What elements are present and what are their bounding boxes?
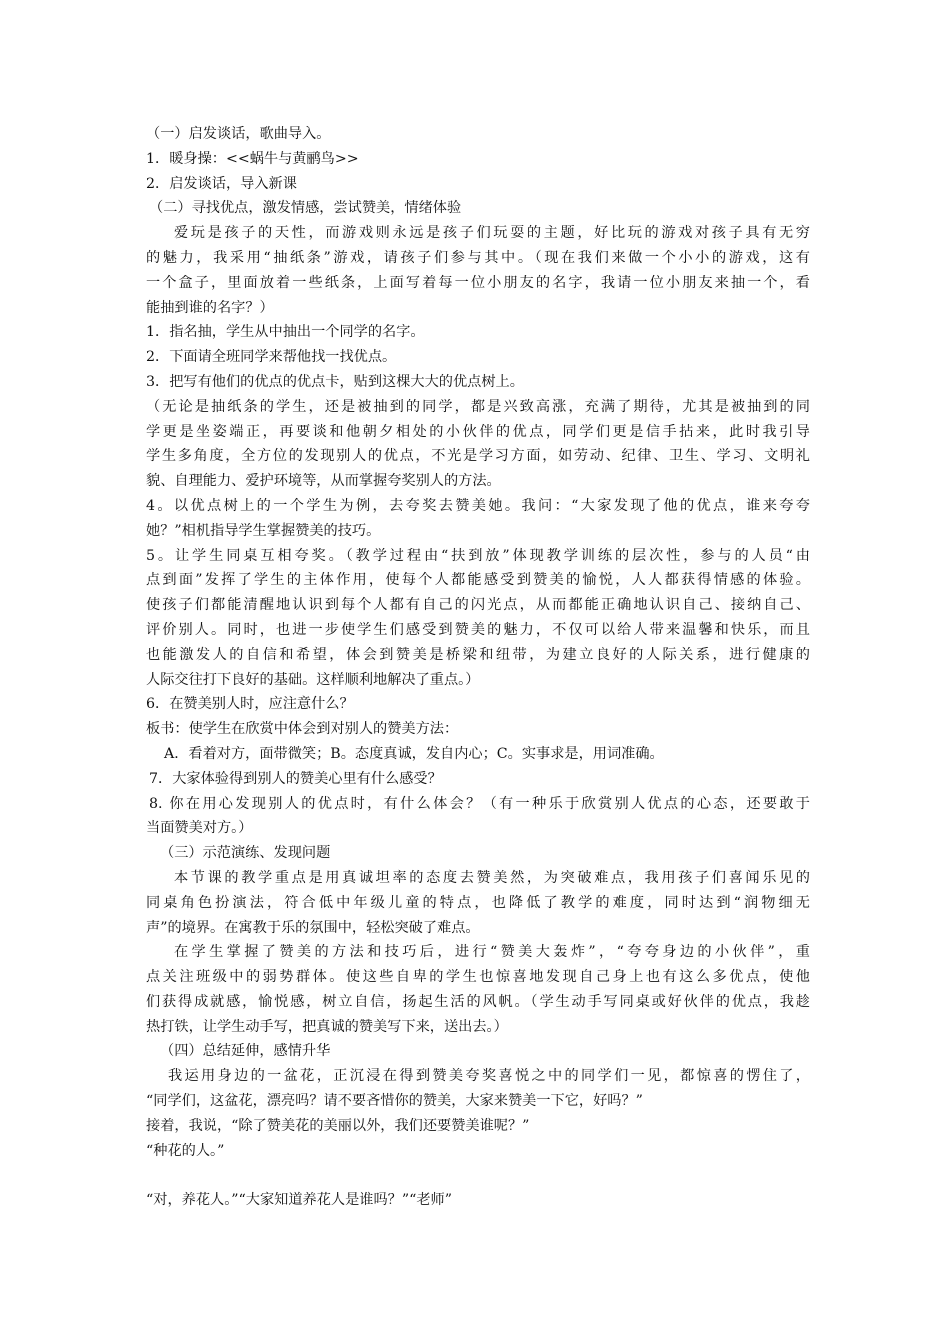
paragraph-line: 当面赞美对方。） [146,820,253,837]
section-heading-3: （三）示范演练、发现问题 [160,845,331,862]
board-writing-line: 板书：使学生在欣赏中体会到对别人的赞美方法： [146,721,459,738]
board-writing-points: A．看着对方，面带微笑；B。态度真诚，发自内心；C。实事求是，用词准确。 [164,745,664,762]
section-heading-1: （一）启发谈话，歌曲导入。 [146,126,331,142]
list-item: 2．下面请全班同学来帮他找一找优点。 [146,349,397,366]
paragraph-line: （无论是抽纸条的学生，还是被抽到的同学，都是兴致高涨，充满了期待，尤其是被抽到的同 [146,398,810,415]
list-item: 1．指名抽，学生从中抽出一个同学的名字。 [146,324,425,341]
paragraph-line: 点关注班级中的弱势群体。使这些自卑的学生也惊喜地发现自己身上也有这么多优点，使他 [146,969,810,986]
section-heading-4: （四）总结延伸，感情升华 [160,1043,331,1060]
paragraph-line: 她？”相机指导学生掌握赞美的技巧。 [146,522,381,539]
paragraph-line: 人际交往打下良好的基础。这样顺利地解决了重点。） [146,671,480,688]
dialogue-line: “种花的人。” [146,1142,225,1159]
dialogue-line: “同学们，这盆花，漂亮吗？请不要吝惜你的赞美，大家来赞美一下它，好吗？” [146,1093,643,1110]
dialogue-line: 接着，我说，“除了赞美花的美丽以外，我们还要赞美谁呢？” [146,1117,530,1134]
list-item: 5。让学生同桌互相夸奖。（教学过程由“扶到放”体现教学训练的层次性，参与的人员“由 [146,547,810,564]
list-item: 4。以优点树上的一个学生为例，去夸奖去赞美她。我问：“大家发现了他的优点，谁来夸夸 [146,497,810,514]
paragraph-line: 热打铁，让学生动手写，把真诚的赞美写下来，送出去。） [146,1018,508,1035]
document-page [146,122,810,1213]
paragraph-line: 能抽到谁的名字？） [146,299,274,316]
paragraph-line: 在学生掌握了赞美的方法和技巧后，进行“赞美大轰炸”，“夸夸身边的小伙伴”，重 [174,944,810,961]
paragraph-line: 本节课的教学重点是用真诚坦率的态度去赞美然，为突破难点，我用孩子们喜闻乐见的 [174,869,810,886]
paragraph-line: 同桌角色扮演法，符合低中年级儿童的特点，也降低了教学的难度，同时达到“润物细无 [146,894,810,911]
paragraph-line: 学更是坐姿端正，再要谈和他朝夕相处的小伙伴的优点，同学们更是信手拈来，此时我引导 [146,423,810,440]
paragraph-line: 学生多角度，全方位的发现别人的优点，不光是学习方面，如劳动、纪律、卫生、学习、文明礼 [146,448,810,465]
list-item: 3．把写有他们的优点的优点卡，贴到这棵大大的优点树上。 [146,373,524,390]
blank-line [146,1163,810,1188]
paragraph-line: 点到面”发挥了学生的主体作用，使每个人都能感受到赞美的愉悦，人人都获得情感的体验。 [146,572,810,589]
paragraph-line: 评价别人。同时，也进一步使学生们感受到赞美的魅力，不仅可以给人带来温馨和快乐，而且 [146,621,810,638]
dialogue-line: “对，养花人。”“大家知道养花人是谁吗？”“老师” [146,1192,452,1209]
list-item: 8. 你在用心发现别人的优点时，有什么体会？（有一种乐于欣赏别人优点的心态，还要敢于 [149,795,810,812]
list-item: 2．启发谈话，导入新课 [146,175,297,192]
section-heading-2: （二）寻找优点，激发情感，尝试赞美，情绪体验 [149,200,462,217]
paragraph-line: 使孩子们都能清醒地认识到每个人都有自己的闪光点，从而都能正确地认识自己、接纳自己、 [146,597,810,614]
paragraph-line: 爱玩是孩子的天性，而游戏则永远是孩子们玩耍的主题，好比玩的游戏对孩子具有无穷 [174,225,810,242]
paragraph-line: 一个盒子，里面放着一些纸条，上面写着每一位小朋友的名字，我请一位小朋友来抽一个，看 [146,274,810,291]
paragraph-line: 也能激发人的自信和希望，体会到赞美是桥梁和纽带，为建立良好的人际关系，进行健康的 [146,646,810,663]
paragraph-line: 的魅力，我采用“抽纸条”游戏，请孩子们参与其中。（现在我们来做一个小小的游戏，这有 [146,249,810,266]
list-item: 1．暖身操：<<蜗牛与黄鹂鸟>> [146,150,359,167]
list-item: 6．在赞美别人时，应注意什么？ [146,696,354,713]
paragraph-line: 们获得成就感，愉悦感，树立自信，扬起生活的风帆。（学生动手写同桌或好伙伴的优点，我趁 [146,993,810,1010]
list-item: 7．大家体验得到别人的赞美心里有什么感受？ [149,770,442,787]
paragraph-line: 我运用身边的一盆花，正沉浸在得到赞美夸奖喜悦之中的同学们一见，都惊喜的愣住了， [168,1068,810,1085]
paragraph-line: 貌、自理能力、爱护环境等，从而掌握夸奖别人的方法。 [146,473,501,490]
paragraph-line: 声”的境界。在寓教于乐的氛围中，轻松突破了难点。 [146,919,480,936]
